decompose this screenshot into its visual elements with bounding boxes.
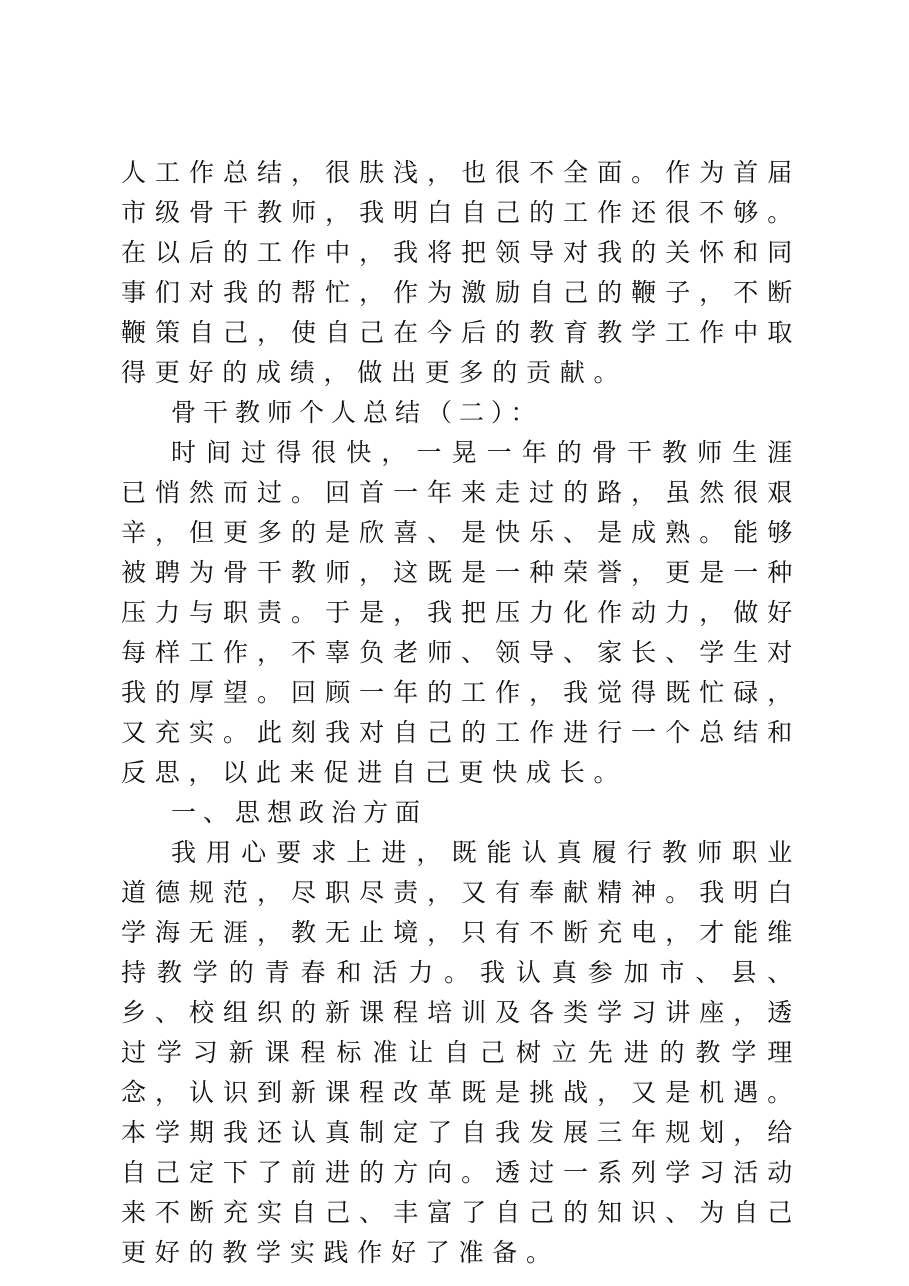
- document-body: [121, 153, 801, 1273]
- paragraph-political: 我用心要求上进，既能认真履行教师职业道德规范，尽职尽责，又有奉献精神。我明白学海无涯，教无止境，只有不断充电，才能维持教学的青春和活力。我认真参加市、县、乡、校组织的新课程培训及各类学习讲座，透过学习新课程标准让自己树立先进的教学理念，认识到新课程改革既是挑战，又是机遇。本学期我还认真制定了自我发展三年规划，给自己定下了前进的方向。透过一系列学习活动来不断充实自己、丰富了自己的知识、为自己更好的教学实践作好了准备。: [121, 838, 801, 1267]
- paragraph-review: 时间过得很快，一晃一年的骨干教师生涯已悄然而过。回首一年来走过的路，虽然很艰辛，但更多的是欣喜、是快乐、是成熟。能够被聘为骨干教师，这既是一种荣誉，更是一种压力与职责。于是，我把压力化作动力，做好每样工作，不辜负老师、领导、家长、学生对我的厚望。回顾一年的工作，我觉得既忙碌，又充实。此刻我对自己的工作进行一个总结和反思，以此来促进自己更快成长。: [121, 438, 801, 787]
- section-heading-political: 一、思想政治方面: [171, 798, 428, 827]
- section-heading-summary-two: 骨干教师个人总结（二）：: [171, 398, 543, 427]
- paragraph-continuation: 人工作总结，很肤浅，也很不全面。作为首届市级骨干教师，我明白自己的工作还很不够。在以后的工作中，我将把领导对我的关怀和同事们对我的帮忙，作为激励自己的鞭子，不断鞭策自己，使自己在今后的教育教学工作中取得更好的成绩，做出更多的贡献。: [121, 158, 801, 387]
